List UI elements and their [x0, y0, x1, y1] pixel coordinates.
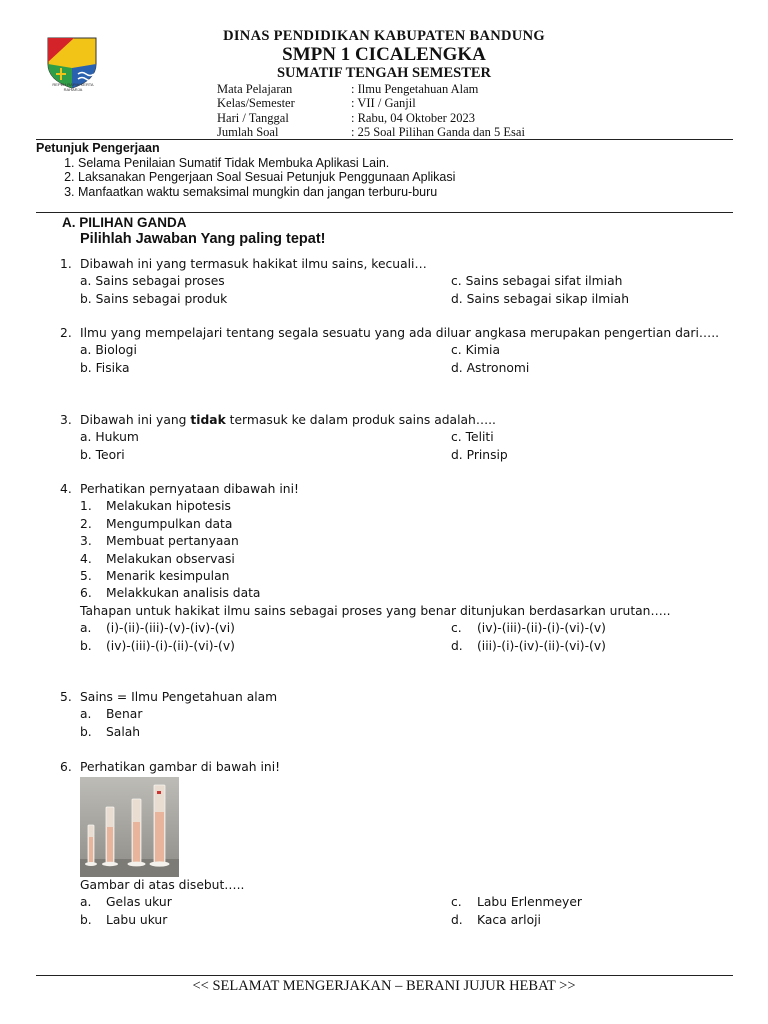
header-divider: [36, 139, 733, 140]
option-b: b. (iv)-(iii)-(i)-(ii)-(vi)-(v): [80, 638, 235, 653]
instruction-item: 2. Laksanakan Pengerjaan Soal Sesuai Petunjuk Penggunaan Aplikasi: [78, 170, 455, 185]
question-3: 3. Dibawah ini yang tidak termasuk ke dalam produk sains adalah….. a. Hukum c. Teliti b. Teori d. Prinsip: [60, 412, 731, 464]
instruction-item: 1. Selama Penilaian Sumatif Tidak Membuka Aplikasi Lain.: [78, 156, 455, 171]
instructions-title: Petunjuk Pengerjaan: [36, 141, 160, 155]
measuring-cylinders-photo: [80, 777, 179, 877]
instructions: [36, 141, 455, 199]
question-4-prompt: Tahapan untuk hakikat ilmu sains sebagai proses yang benar ditunjukan berdasarkan urutan…..: [80, 603, 671, 618]
question-5: 5. Sains = Ilmu Pengetahuan alam a. Benar b. Salah: [60, 689, 731, 741]
info-row-count: Jumlah Soal : 25 Soal Pilihan Ganda dan 5 Esai: [217, 124, 525, 139]
option-c: c. Labu Erlenmeyer: [451, 895, 582, 910]
option-d: d. Kaca arloji: [451, 912, 541, 927]
option-d: d. Prinsip: [451, 447, 508, 462]
option-a: a. Biologi: [80, 343, 137, 358]
option-a: a. Hukum: [80, 430, 139, 445]
question-4: 4. Perhatikan pernyataan dibawah ini! 1. Melakukan hipotesis 2. Mengumpulkan data 3. Membuat pertanyaan 4. Melakukan observasi 5. Menarik kesimpulan 6. Melakkukan analisis data Tahapan untuk hakikat ilmu sains sebagai proses yang benar ditunjukan berdasarkan urutan….. a. (i)-(ii)-(iii)-(v)-(iv)-(vi) c. (iv)-(iii)-(ii)-(i)-(vi)-(v) b. (iv)-(iii)-(i)-(ii)-(vi)-(v) d. (iii)-(i)-(iv)-(ii)-(vi)-(v): [60, 481, 731, 655]
info-row-date: Hari / Tanggal : Rabu, 04 Oktober 2023: [217, 110, 475, 125]
question-6-caption: Gambar di atas disebut…..: [80, 878, 245, 892]
exam-title: SUMATIF TENGAH SEMESTER: [276, 65, 492, 81]
footer-divider: [36, 975, 733, 976]
process-steps: 1. Melakukan hipotesis 2. Mengumpulkan data 3. Membuat pertanyaan 4. Melakukan observasi 5. Menarik kesimpulan 6. Melakkukan analisis data: [80, 499, 261, 601]
question-2: 2. Ilmu yang mempelajari tentang segala sesuatu yang ada diluar angkasa merupakan pengertian dari….. a. Biologi c. Kimia b. Fisika d. Astronomi: [60, 325, 731, 377]
school-name: SMPN 1 CICALENGKA: [282, 44, 486, 65]
option-a: a. Gelas ukur: [80, 895, 172, 910]
info-row-subject: Mata Pelajaran : Ilmu Pengetahuan Alam: [217, 82, 479, 96]
logo-motto: REPEH RAPIH KERTA RAHARJA: [52, 82, 94, 92]
section-a-title: A. PILIHAN GANDA: [62, 215, 187, 230]
section-a-subtitle: Pilihlah Jawaban Yang paling tepat!: [80, 231, 326, 247]
option-b: b. Labu ukur: [80, 912, 168, 927]
question-1: 1. Dibawah ini yang termasuk hakikat ilmu sains, kecuali… a. Sains sebagai proses c. Sains sebagai sifat ilmiah b. Sains sebagai produk d. Sains sebagai sikap ilmiah: [60, 256, 731, 308]
option-d: d. (iii)-(i)-(iv)-(ii)-(vi)-(v): [451, 638, 606, 653]
instruction-item: 3. Manfaatkan waktu semaksimal mungkin dan jangan terburu-buru: [78, 185, 455, 200]
question-6-answers: [60, 877, 731, 929]
option-c: c. (iv)-(iii)-(ii)-(i)-(vi)-(v): [451, 621, 606, 636]
option-c: c. Teliti: [451, 430, 494, 445]
agency-name: DINAS PENDIDIKAN KABUPATEN BANDUNG: [223, 28, 545, 44]
option-c: c. Sains sebagai sifat ilmiah: [451, 274, 623, 289]
option-d: d. Astronomi: [451, 360, 530, 375]
footer-text: << SELAMAT MENGERJAKAN – BERANI JUJUR HEBAT >>: [192, 978, 576, 994]
option-b: b. Fisika: [80, 360, 130, 375]
question-6: 6. Perhatikan gambar di bawah ini!: [60, 760, 281, 774]
option-d: d. Sains sebagai sikap ilmiah: [451, 291, 630, 306]
option-a: a. Benar: [80, 707, 143, 722]
option-c: c. Kimia: [451, 343, 500, 358]
option-b: b. Teori: [80, 447, 125, 462]
exam-info: [217, 82, 525, 139]
option-a: a. (i)-(ii)-(iii)-(v)-(iv)-(vi): [80, 621, 235, 636]
option-b: b. Sains sebagai produk: [80, 291, 228, 306]
instructions-divider: [36, 212, 733, 213]
option-a: a. Sains sebagai proses: [80, 274, 225, 289]
option-b: b. Salah: [80, 724, 141, 739]
info-row-class: Kelas/Semester : VII / Ganjil: [217, 96, 416, 111]
